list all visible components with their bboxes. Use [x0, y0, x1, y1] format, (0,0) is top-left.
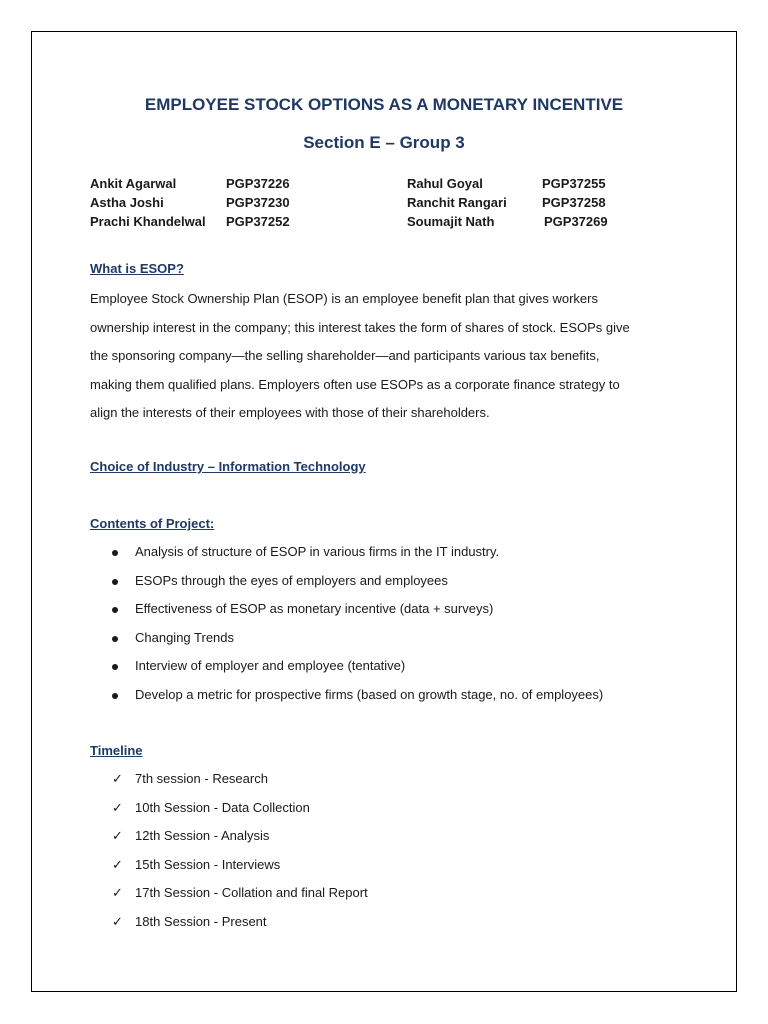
member-name: Rahul Goyal: [407, 176, 483, 191]
member-id: PGP37258: [542, 195, 606, 210]
paragraph-line: making them qualified plans. Employers often use ESOPs as a corporate finance strategy to: [90, 376, 620, 392]
members-left-ids: [226, 174, 290, 231]
bullet-icon: [112, 601, 118, 616]
paragraph-line: Employee Stock Ownership Plan (ESOP) is an employee benefit plan that gives workers: [90, 291, 598, 306]
bullet-icon: [112, 630, 118, 645]
checkmark-icon: ✓: [112, 913, 123, 929]
bullet-icon: [112, 658, 118, 673]
checkmark-icon: ✓: [112, 885, 123, 900]
member-name: Ankit Agarwal: [90, 176, 177, 191]
member-name: Ranchit Rangari: [407, 195, 507, 210]
bullet-icon: [112, 544, 118, 559]
member-name: Astha Joshi: [90, 195, 164, 210]
member-id: PGP37230: [226, 195, 290, 210]
paragraph-line: align the interests of their employees with those of their shareholders.: [90, 405, 490, 421]
document-subtitle: Section E – Group 3: [303, 133, 465, 152]
member-name: Soumajit Nath: [407, 214, 495, 229]
checkmark-icon: ✓: [112, 828, 123, 843]
what-is-esop-paragraph: [90, 285, 680, 428]
paragraph-line: the sponsoring company—the selling shareholder—and participants various tax benefits,: [90, 348, 600, 364]
checkmark-icon: ✓: [112, 771, 123, 786]
bullet-icon: [112, 573, 118, 588]
checkmark-icon: ✓: [112, 799, 123, 815]
member-id: PGP37255: [542, 176, 606, 191]
paragraph-line: ownership interest in the company; this interest takes the form of shares of stock. ESOPs give: [90, 319, 630, 335]
bullet-icon: [112, 687, 118, 702]
checkmark-icon: ✓: [112, 856, 123, 872]
member-id: PGP37252: [226, 214, 290, 229]
members-right-ids: [542, 174, 608, 231]
member-name: Prachi Khandelwal: [90, 214, 206, 229]
contents-heading: Contents of Project:: [90, 516, 215, 531]
timeline-heading: Timeline: [90, 743, 143, 758]
members-right-names: [407, 174, 507, 231]
industry-heading: Choice of Industry – Information Technology: [90, 459, 366, 474]
member-id: PGP37226: [226, 176, 290, 191]
members-left-names: [90, 174, 206, 231]
document-title: EMPLOYEE STOCK OPTIONS AS A MONETARY INCENTIVE: [144, 95, 624, 114]
what-is-esop-heading: What is ESOP?: [90, 261, 184, 276]
member-id: PGP37269: [544, 214, 608, 229]
